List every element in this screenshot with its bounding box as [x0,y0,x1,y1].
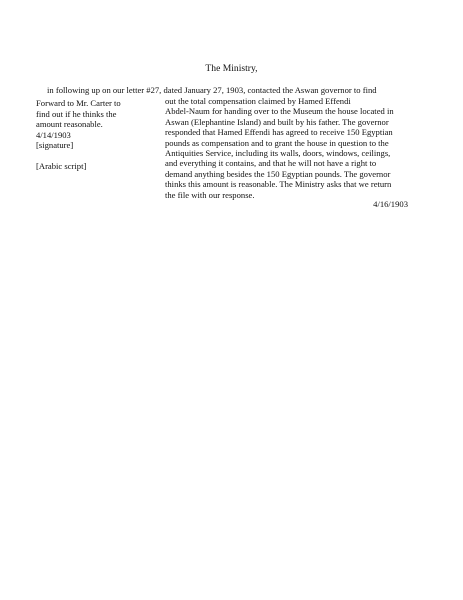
margin-note-line: amount reasonable. [36,119,103,129]
margin-note-signature: [signature] [36,140,74,150]
margin-note-line: Forward to Mr. Carter to [36,98,121,108]
body-line: Abdel-Naum for handing over to the Museum the house located in [165,106,394,117]
margin-note-arabic: [Arabic script] [36,161,87,171]
letter-date: 4/16/1903 [373,199,408,209]
body-line: pounds as compensation and to grant the house in question to the [165,137,389,148]
letter-body [165,96,415,200]
body-line: responded that Hamed Effendi has agreed to receive 150 Egyptian [165,127,393,138]
body-line: and everything it contains, and that he will not have a right to [165,158,377,169]
body-line: thinks this amount is reasonable. The Ministry asks that we return [165,179,392,190]
margin-note-spacer [36,151,158,162]
body-line: the file with our response. [165,189,255,200]
body-line: out the total compensation claimed by Hamed Effendi [165,96,351,106]
body-line: Aswan (Elephantine Island) and built by his father. The governor [165,116,389,127]
body-line: Antiquities Service, including its walls, doors, windows, ceilings, [165,148,391,159]
margin-note-date: 4/14/1903 [36,129,71,140]
opening-line: in following up on our letter #27, dated January 27, 1903, contacted the Aswan governor to find [47,85,377,95]
margin-note-line: find out if he thinks the [36,108,117,119]
margin-note [36,98,158,172]
salutation: The Ministry, [205,63,258,74]
body-line: demand anything besides the 150 Egyptian pounds. The governor [165,168,391,179]
